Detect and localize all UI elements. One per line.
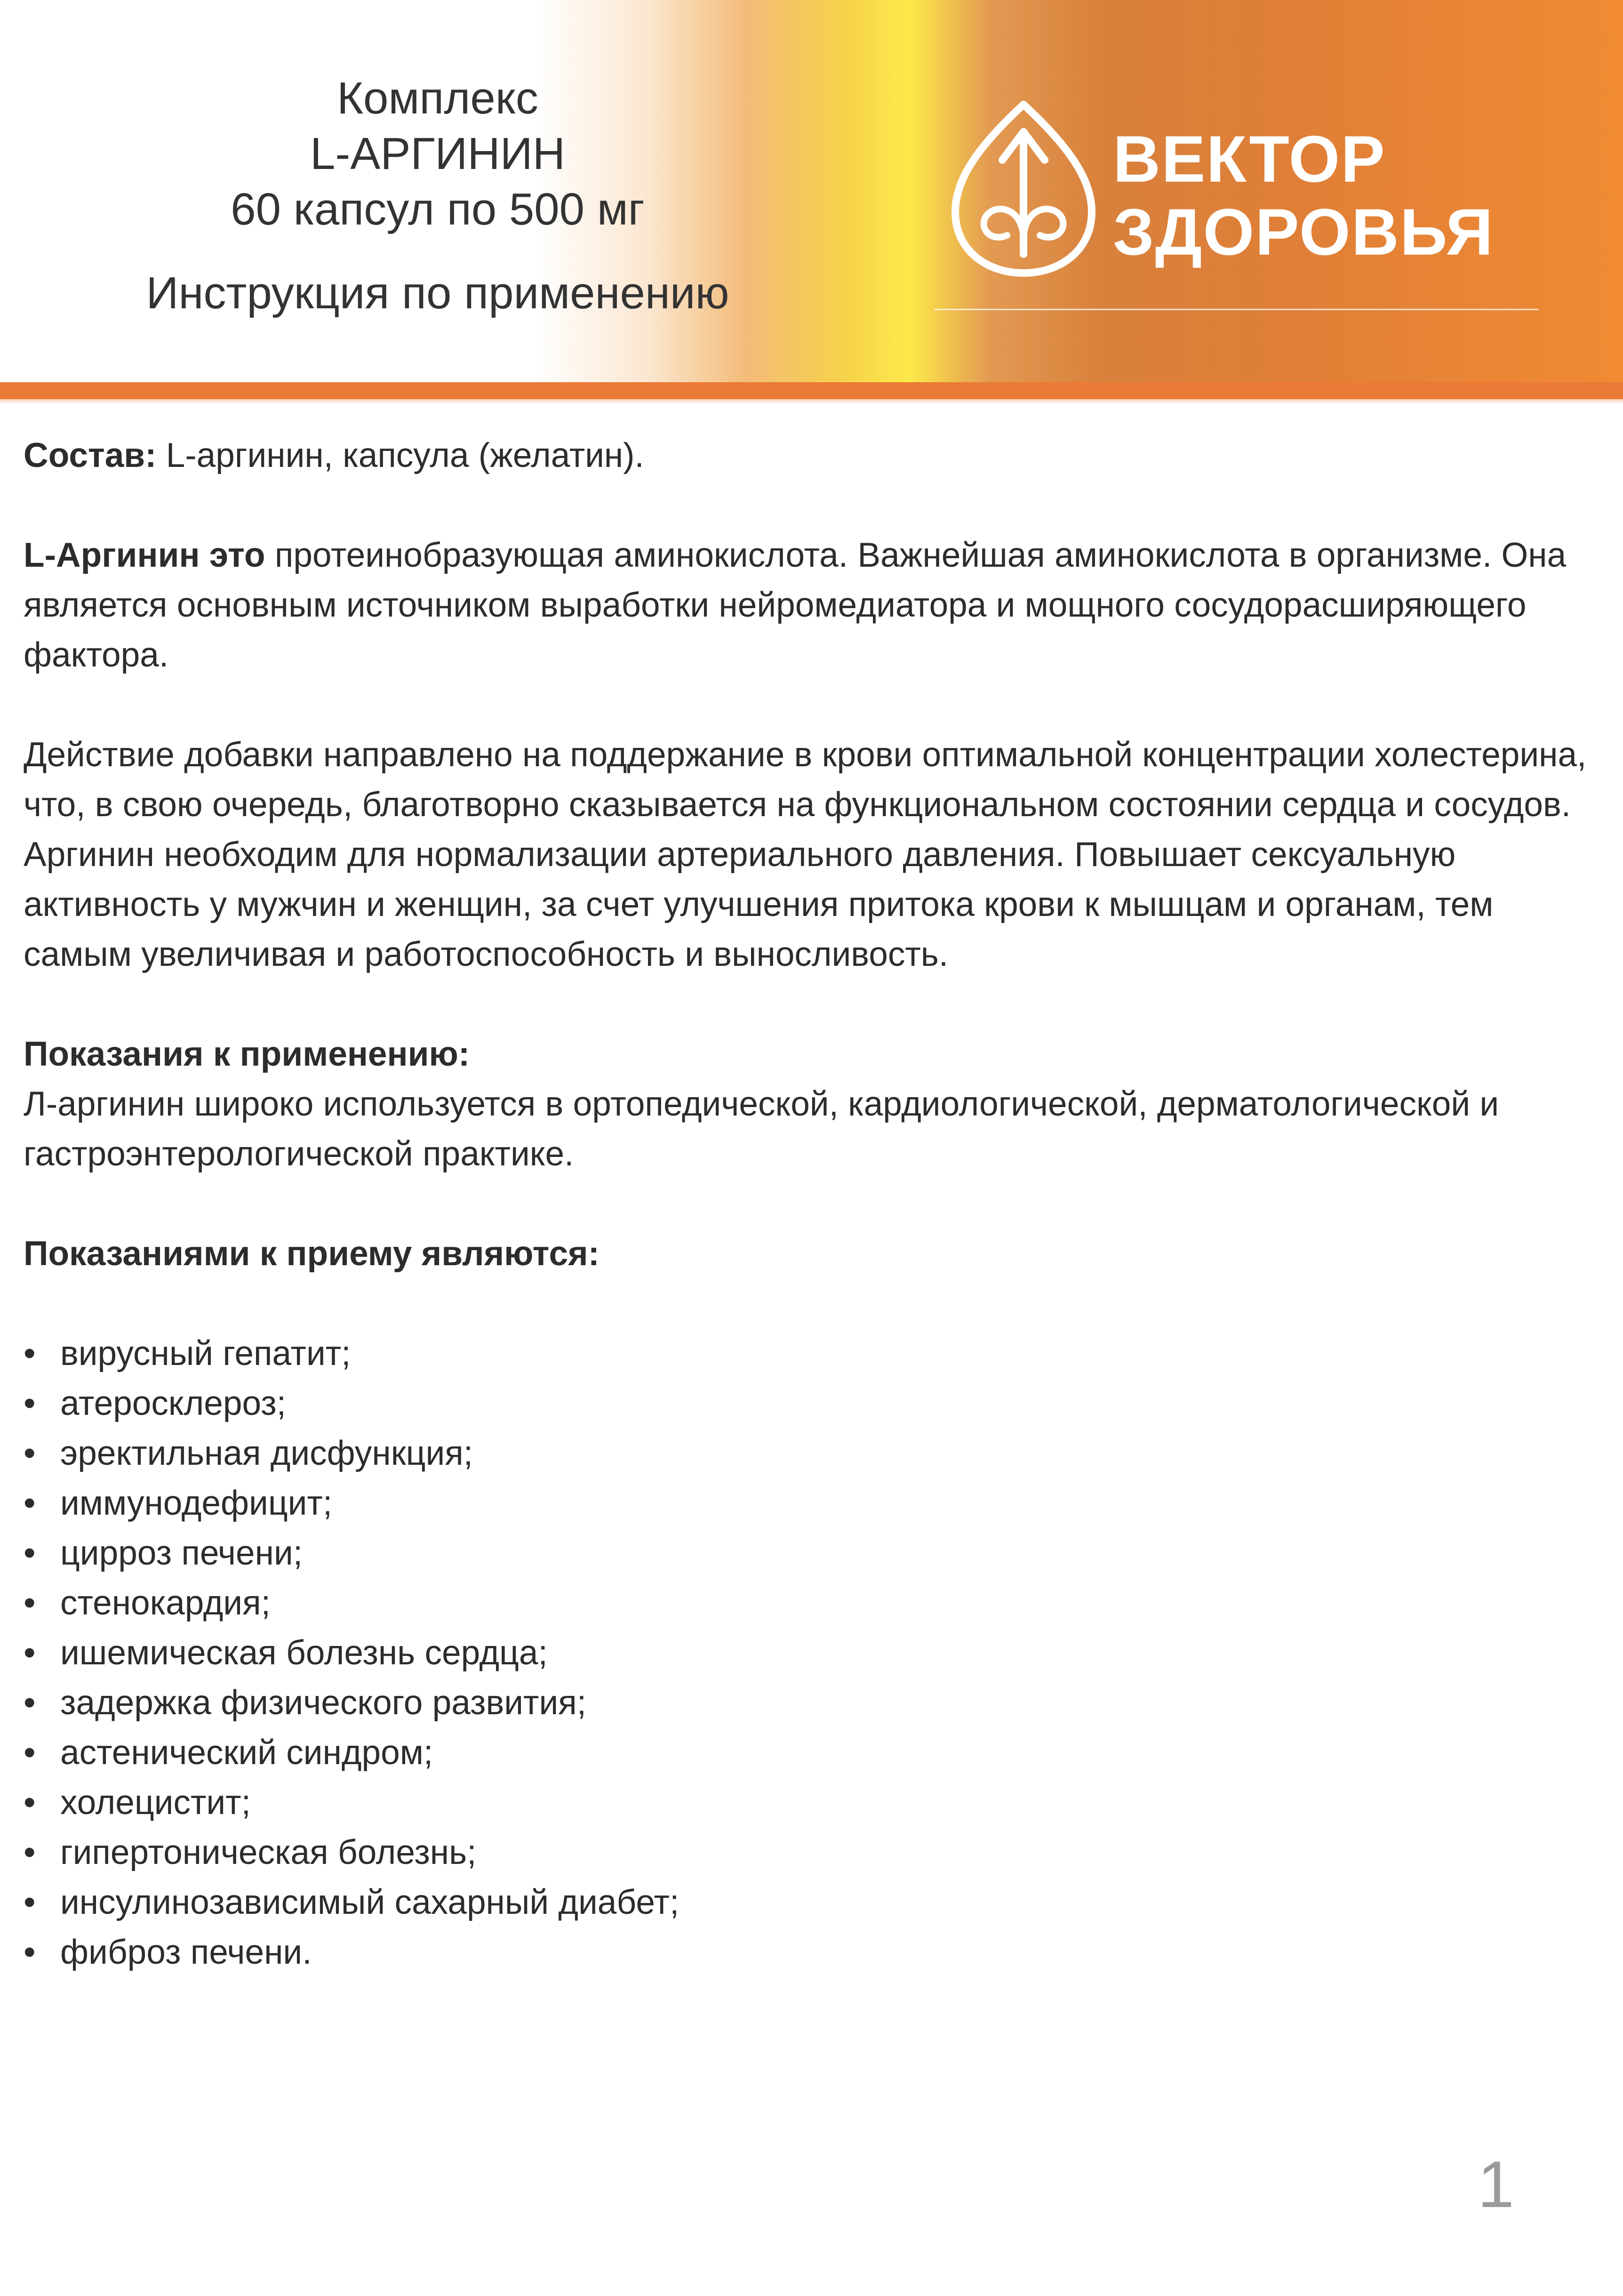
bullet-icon: •: [24, 1684, 36, 1722]
brand-logo: [941, 99, 1529, 287]
bullet-icon: •: [24, 1484, 36, 1522]
header-divider-band: [0, 382, 1623, 399]
bullet-icon: •: [24, 1334, 36, 1373]
action-paragraph-1: Действие добавки направлено на поддержание в крови оптимальной концентрации холестерина, что, в свою очередь, благотворно сказывается на функциональном состоянии сердца и сосудов.: [24, 736, 1587, 824]
composition-paragraph: [24, 431, 1600, 481]
bullet-icon: •: [24, 1833, 36, 1871]
list-item: • вирусный гепатит;: [24, 1329, 1600, 1379]
list-item: • инсулинозависимый сахарный диабет;: [24, 1878, 1600, 1927]
list-item: • стенокардия;: [24, 1578, 1600, 1628]
bullet-icon: •: [24, 1434, 36, 1472]
intro-bold: L-Аргинин это: [24, 536, 265, 574]
list-item: • иммунодефицит;: [24, 1478, 1600, 1528]
composition-text: L-аргинин, капсула (желатин).: [156, 436, 644, 474]
bullet-icon: •: [24, 1734, 36, 1772]
action-paragraph-2: Аргинин необходим для нормализации артериального давления. Повышает сексуальную активность у мужчин и женщин, за счет улучшения притока крови к мышцам и органам, тем самым увеличивая и работоспособность и выносливость.: [24, 835, 1494, 973]
title-line-3: 60 капсул по 500 мг: [231, 184, 645, 234]
bullet-icon: •: [24, 1634, 36, 1672]
bullet-icon: •: [24, 1584, 36, 1622]
document-subtitle: Инструкция по применению: [146, 268, 729, 318]
indications-list: [24, 1329, 1600, 1977]
bullet-icon: •: [24, 1534, 36, 1572]
intro-text: протеинобразующая аминокислота. Важнейшая аминокислота в организме. Она является основным источником выработки нейромедиатора и мощного сосудорасширяющего фактора.: [24, 536, 1567, 674]
list-item: • холецистит;: [24, 1778, 1600, 1828]
list-item: • эректильная дисфункция;: [24, 1429, 1600, 1478]
composition-label: Состав:: [24, 436, 157, 474]
title-line-1: Комплекс: [337, 73, 538, 123]
list-item: • ишемическая болезнь сердца;: [24, 1628, 1600, 1678]
bullet-icon: •: [24, 1783, 36, 1822]
bullet-icon: •: [24, 1883, 36, 1921]
logo-underline: [934, 309, 1539, 310]
title-line-2: L-АРГИНИН: [310, 128, 566, 179]
list-item: • цирроз печени;: [24, 1528, 1600, 1578]
bullet-icon: •: [24, 1933, 36, 1971]
brand-name-line-1: ВЕКТОР: [1113, 122, 1386, 196]
bullet-icon: •: [24, 1384, 36, 1422]
list-heading: Показаниями к приему являются:: [24, 1235, 600, 1273]
intro-paragraph: [24, 530, 1600, 680]
list-item: • астенический синдром;: [24, 1728, 1600, 1778]
brand-name: [1113, 122, 1494, 268]
document-body: [24, 431, 1600, 1977]
list-item: • гипертоническая болезнь;: [24, 1828, 1600, 1878]
brand-name-line-2: ЗДОРОВЬЯ: [1113, 195, 1494, 269]
list-item: • задержка физического развития;: [24, 1678, 1600, 1728]
list-item: • фиброз печени.: [24, 1927, 1600, 1977]
title-block: [85, 71, 791, 321]
indications-text: Л-аргинин широко используется в ортопедической, кардиологической, дерматологической и гастроэнтерологической практике.: [24, 1085, 1499, 1173]
leaf-arrow-icon: [946, 99, 1101, 278]
header-band-shadow: [0, 399, 1623, 404]
indications-heading: Показания к применению:: [24, 1035, 470, 1073]
list-item: • атеросклероз;: [24, 1379, 1600, 1429]
page-number: 1: [1478, 2147, 1514, 2221]
